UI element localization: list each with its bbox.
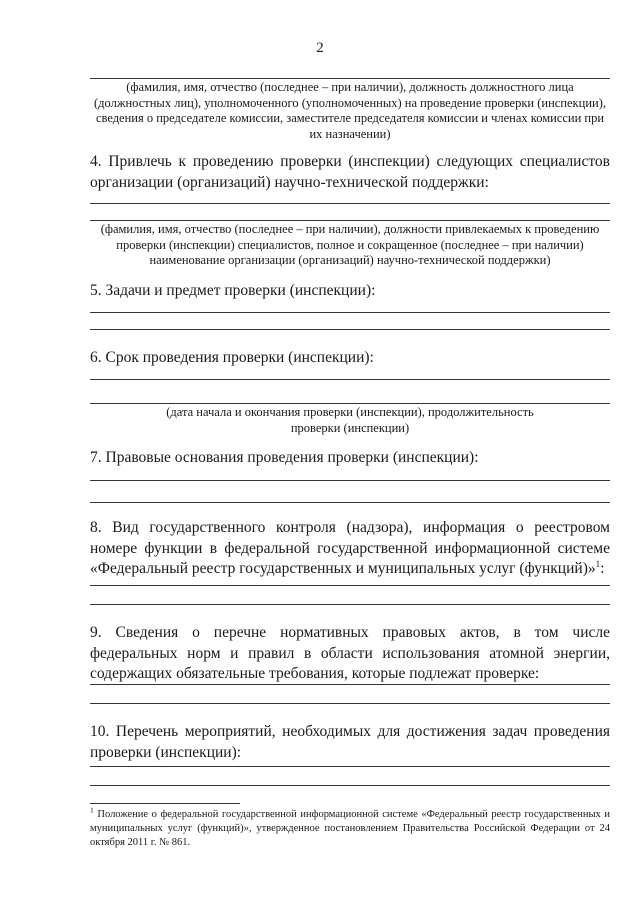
section-5-heading: 5. Задачи и предмет проверки (инспекции): <box>90 282 376 299</box>
fill-line <box>90 78 610 79</box>
section-8-heading <box>90 518 610 580</box>
section-9-heading: 9. Сведения о перечне нормативных правовых актов, в том числе федеральных норм и правил в области использования атомной энергии, содержащих обязательные требования, которые подлежат проверке: <box>90 624 610 682</box>
fill-line <box>90 329 610 330</box>
caption-dates: (дата начала и окончания проверки (инспекции), продолжительность проверки (инспекции) <box>166 405 534 435</box>
footnote-text: Положение о федеральной государственной информационной системе «Федеральный реестр государственных и муниципальных услуг (функций)», утвержденное постановлением Правительства Российской Федерации от 24 октября 2011 г. № 861. <box>90 809 610 848</box>
section-10-heading: 10. Перечень мероприятий, необходимых для достижения задач проведения проверки (инспекции): <box>90 723 610 761</box>
fill-line <box>90 480 610 481</box>
section-8-text: 8. Вид государственного контроля (надзора), информация о реестровом номере функции в федеральной государственной информационной системе «Федеральный реестр государственных и муниципальных услуг (функций)» <box>90 519 610 577</box>
fill-line <box>90 703 610 704</box>
footnote <box>90 805 610 850</box>
fill-line <box>90 220 610 221</box>
footnote-marker: 1 <box>90 805 94 815</box>
fill-line <box>90 684 610 685</box>
footnote-separator <box>90 803 240 804</box>
section-8-tail: : <box>600 560 605 577</box>
section-4-heading: 4. Привлечь к проведению проверки (инспекции) следующих специалистов организации (организаций) научно-технической поддержки: <box>90 153 610 191</box>
fill-line <box>90 766 610 767</box>
section-6-heading: 6. Срок проведения проверки (инспекции): <box>90 349 374 366</box>
fill-line <box>90 585 610 586</box>
fill-line <box>90 203 610 204</box>
fill-line <box>90 604 610 605</box>
section-7-heading: 7. Правовые основания проведения проверки (инспекции): <box>90 449 479 466</box>
fill-line <box>90 502 610 503</box>
fill-line <box>90 785 610 786</box>
fill-line <box>90 379 610 380</box>
caption-specialists: (фамилия, имя, отчество (последнее – при наличии), должности привлекаемых к проведению проверки (инспекции) специалистов, полное и сокращенное (последнее – при наличии) наименование организации (организаций) научно-технической поддержки) <box>100 222 600 267</box>
footnote-reference[interactable]: 1 <box>595 558 601 569</box>
page-number: 2 <box>316 40 324 56</box>
fill-line <box>90 403 610 404</box>
caption-inspectors: (фамилия, имя, отчество (последнее – при наличии), должность должностного лица (должностных лиц), уполномоченного (уполномоченных) на проведение проверки (инспекции), сведения о председателе комиссии, заместителе председателя комиссии и членах комиссии при их назначении) <box>94 80 606 141</box>
fill-line <box>90 312 610 313</box>
